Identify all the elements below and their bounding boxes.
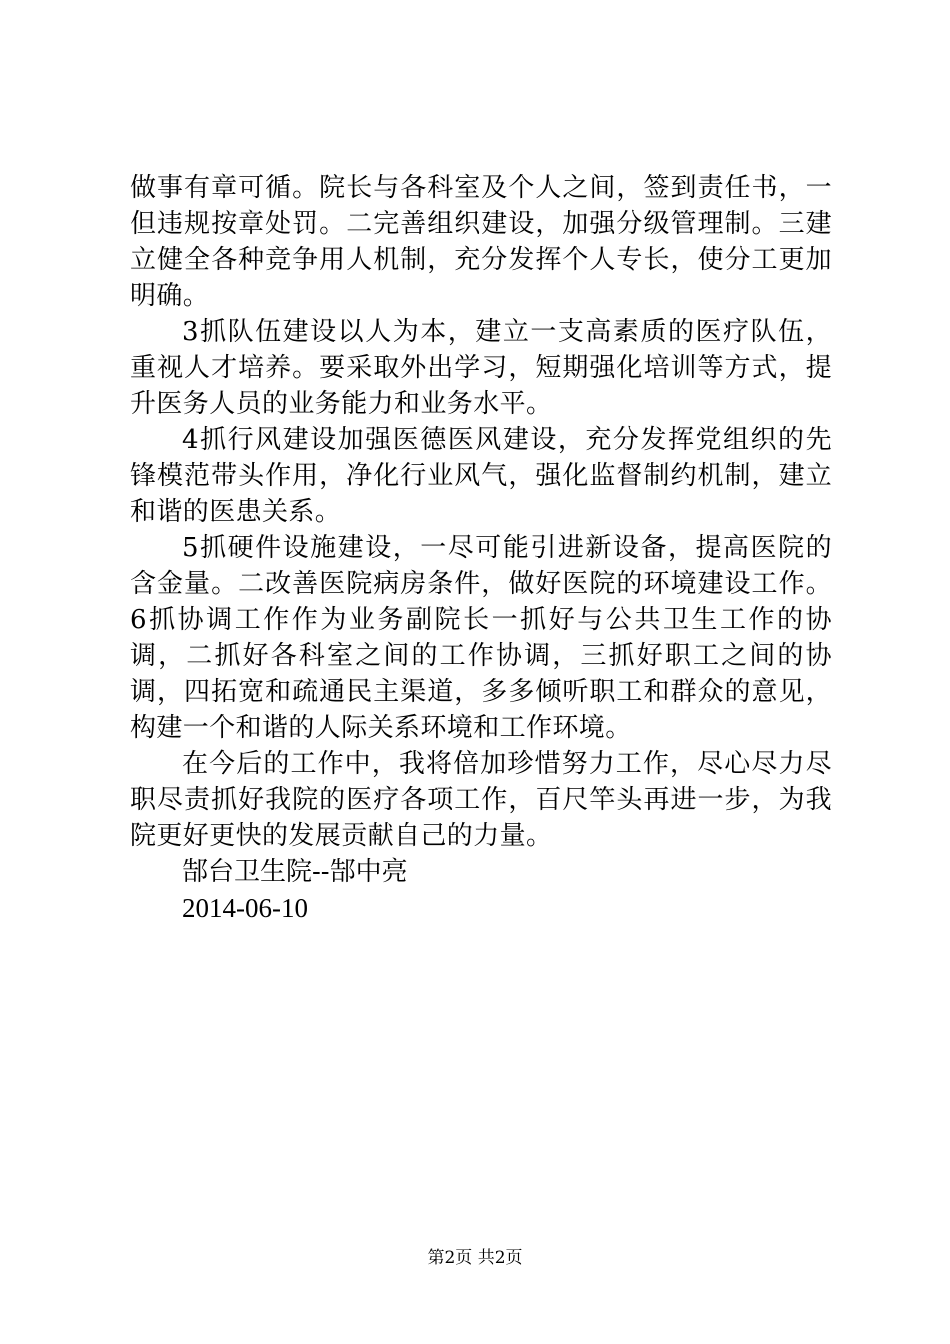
paragraph: 在今后的工作中，我将倍加珍惜努力工作，尽心尽力尽职尽责抓好我院的医疗各项工作，百尺竿头再进一步，为我院更好更快的发展贡献自己的力量。 [130,749,832,851]
paragraph: 4抓行风建设加强医德医风建设，充分发挥党组织的先锋模范带头作用，净化行业风气，强化监督制约机制，建立和谐的医患关系。 [130,425,832,527]
paragraph: 5抓硬件设施建设，一尽可能引进新设备，提高医院的含金量。二改善医院病房条件，做好医院的环境建设工作。6抓协调工作作为业务副院长一抓好与公共卫生工作的协调，二抓好各科室之间的工作协调，三抓好职工之间的协调，四拓宽和疏通民主渠道，多多倾听职工和群众的意见，构建一个和谐的人际关系环境和工作环境。 [130,533,832,743]
signature-date: 2014-06-10 [182,893,308,923]
page-footer: 第2页 共2页 [427,1248,523,1268]
paragraph: 3抓队伍建设以人为本，建立一支高素质的医疗队伍，重视人才培养。要采取外出学习，短期强化培训等方式，提升医务人员的业务能力和业务水平。 [130,317,832,419]
document-body [130,170,832,926]
signature: 郜台卫生院--郜中亮 [182,857,408,887]
paragraph: 做事有章可循。院长与各科室及个人之间，签到责任书，一但违规按章处罚。二完善组织建设，加强分级管理制。三建立健全各种竞争用人机制，充分发挥个人专长，使分工更加明确。 [130,173,832,311]
